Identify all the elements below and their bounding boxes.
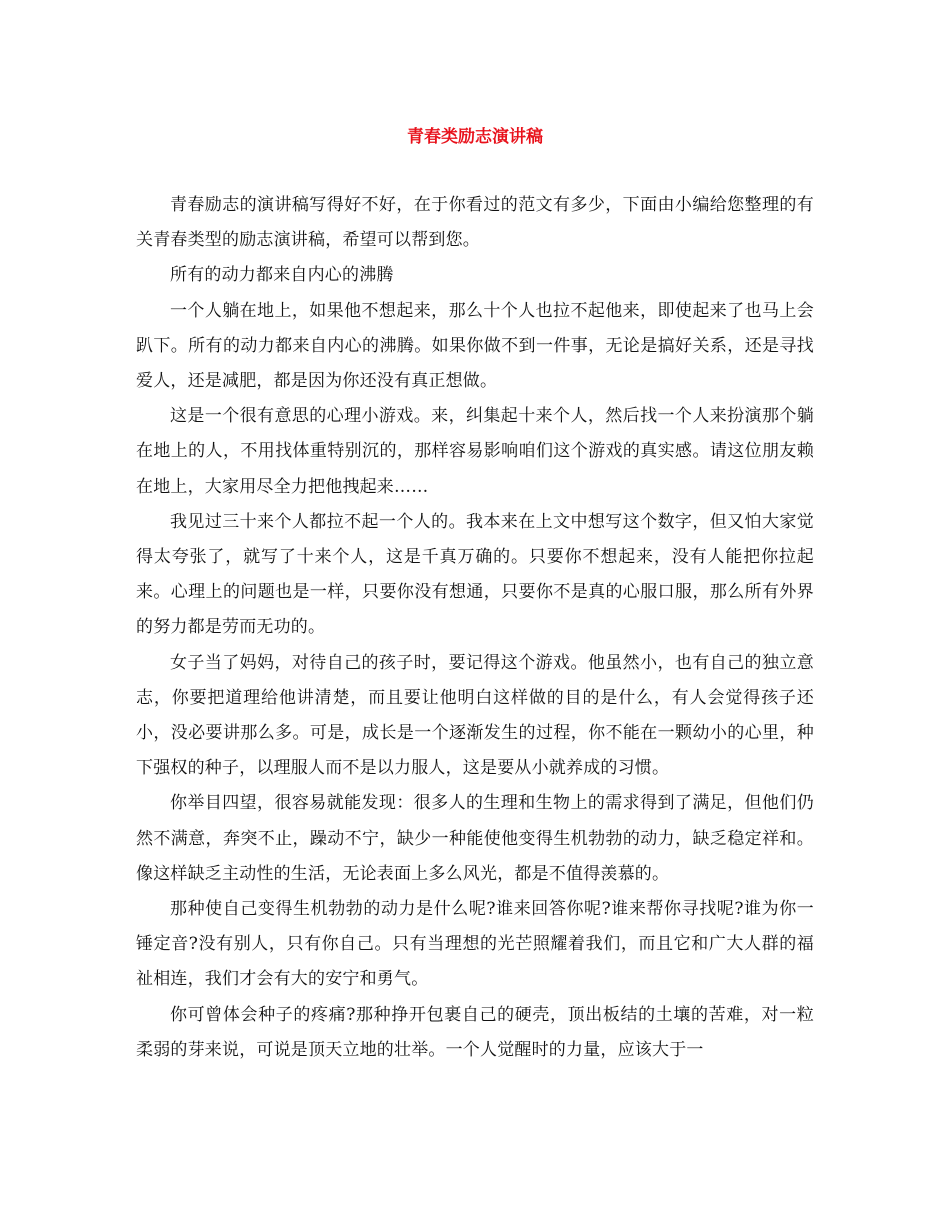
paragraph: 你可曾体会种子的疼痛?那种挣开包裹自己的硬壳，顶出板结的土壤的苦难，对一粒柔弱的芽来说，可说是顶天立地的壮举。一个人觉醒时的力量，应该大于一 <box>136 1004 814 1060</box>
paragraph: 你举目四望，很容易就能发现：很多人的生理和生物上的需求得到了满足，但他们仍然不满意，奔突不止，躁动不宁，缺少一种能使他变得生机勃勃的动力，缺乏稳定祥和。像这样缺乏主动性的生活，无论表面上多么风光，都是不值得羡慕的。 <box>136 793 814 884</box>
document-body <box>136 188 814 1068</box>
document-title: 青春类励志演讲稿 <box>407 127 543 147</box>
paragraph: 我见过三十来个人都拉不起一个人的。我本来在上文中想写这个数字，但又怕大家觉得太夸张了，就写了十来个人，这是千真万确的。只要你不想起来，没有人能把你拉起来。心理上的问题也是一样，只要你没有想通，只要你不是真的心服口服，那么所有外界的努力都是劳而无功的。 <box>136 511 814 638</box>
paragraph: 那种使自己变得生机勃勃的动力是什么呢?谁来回答你呢?谁来帮你寻找呢?谁为你一锤定音?没有别人，只有你自己。只有当理想的光芒照耀着我们，而且它和广大人群的福祉相连，我们才会有大的安宁和勇气。 <box>136 899 814 990</box>
paragraph: 所有的动力都来自内心的沸腾 <box>170 265 394 286</box>
paragraph: 一个人躺在地上，如果他不想起来，那么十个人也拉不起他来，即使起来了也马上会趴下。所有的动力都来自内心的沸腾。如果你做不到一件事，无论是搞好关系，还是寻找爱人，还是减肥，都是因为你还没有真正想做。 <box>136 300 814 392</box>
paragraph: 这是一个很有意思的心理小游戏。来，纠集起十来个人，然后找一个人来扮演那个躺在地上的人，不用找体重特别沉的，那样容易影响咱们这个游戏的真实感。请这位朋友赖在地上，大家用尽全力把他拽起来…… <box>136 406 814 497</box>
paragraph: 青春励志的演讲稿写得好不好，在于你看过的范文有多少，下面由小编给您整理的有关青春类型的励志演讲稿，希望可以帮到您。 <box>136 195 814 251</box>
paragraph: 女子当了妈妈，对待自己的孩子时，要记得这个游戏。他虽然小，也有自己的独立意志，你要把道理给他讲清楚，而且要让他明白这样做的目的是什么，有人会觉得孩子还小，没必要讲那么多。可是，成长是一个逐渐发生的过程，你不能在一颗幼小的心里，种下强权的种子，以理服人而不是以力服人，这是要从小就养成的习惯。 <box>136 652 814 779</box>
